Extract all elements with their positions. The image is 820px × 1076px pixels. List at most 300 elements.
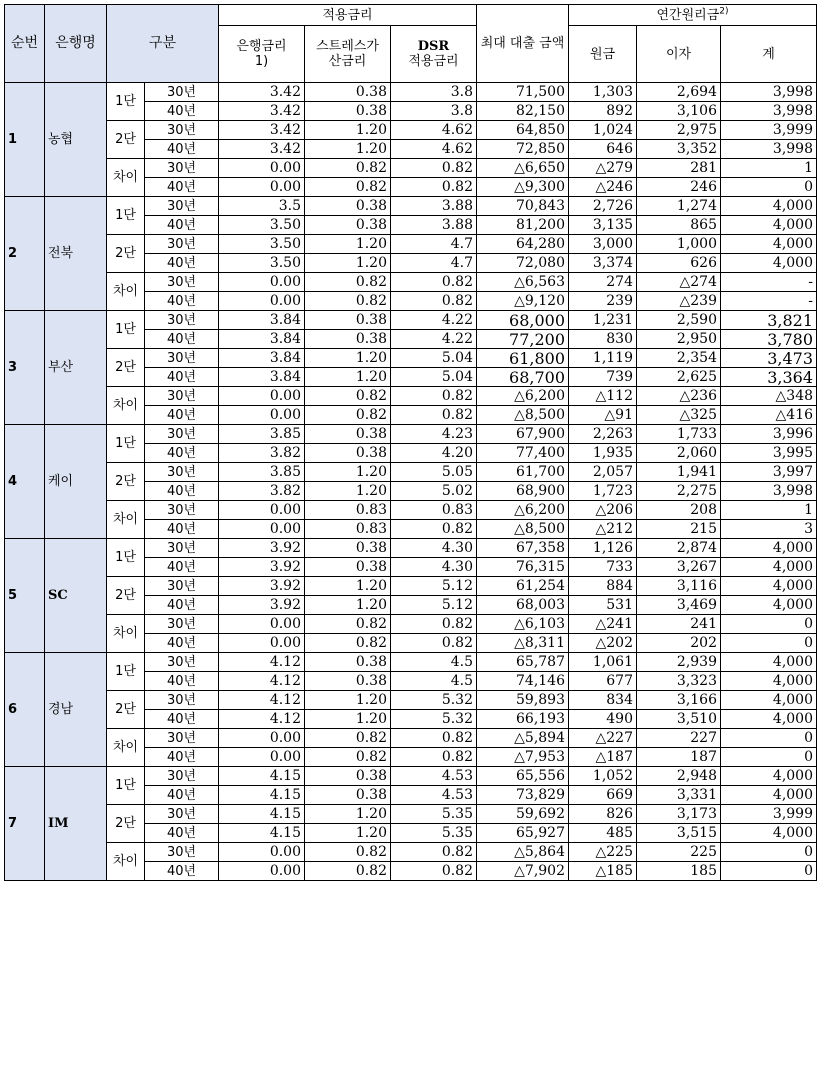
bank-rate-cell: 3.42 — [219, 121, 305, 140]
interest-cell: 2,975 — [637, 121, 721, 140]
term-cell: 40년 — [145, 520, 219, 539]
tier-label: 1단 — [107, 539, 145, 577]
bank-rate-cell: 3.42 — [219, 140, 305, 159]
table-row — [5, 805, 817, 824]
stress-rate-cell: 1.20 — [305, 140, 391, 159]
bank-number: 5 — [5, 539, 45, 653]
term-cell: 30년 — [145, 805, 219, 824]
term-cell: 30년 — [145, 349, 219, 368]
max-loan-cell: △7,953 — [477, 748, 569, 767]
dsr-rate-cell: 4.5 — [391, 653, 477, 672]
header-max-loan: 최대 대출 금액 — [477, 5, 569, 83]
header-dsr-sub: 적용금리 — [408, 54, 459, 69]
tier-label: 1단 — [107, 83, 145, 121]
principal-cell: 1,119 — [569, 349, 637, 368]
tier-label: 차이 — [107, 273, 145, 311]
stress-rate-cell: 1.20 — [305, 577, 391, 596]
principal-cell: △279 — [569, 159, 637, 178]
max-loan-cell: △8,500 — [477, 520, 569, 539]
table-row — [5, 235, 817, 254]
term-cell: 30년 — [145, 235, 219, 254]
stress-rate-cell: 1.20 — [305, 235, 391, 254]
bank-rate-cell: 4.12 — [219, 691, 305, 710]
interest-cell: 202 — [637, 634, 721, 653]
bank-rate-cell: 0.00 — [219, 178, 305, 197]
bank-rate-cell: 3.42 — [219, 83, 305, 102]
principal-cell: 1,231 — [569, 311, 637, 330]
max-loan-cell: 76,315 — [477, 558, 569, 577]
principal-cell: △112 — [569, 387, 637, 406]
bank-name: 전북 — [45, 197, 107, 311]
stress-rate-cell: 0.38 — [305, 216, 391, 235]
bank-number: 1 — [5, 83, 45, 197]
dsr-rate-cell: 0.83 — [391, 501, 477, 520]
interest-cell: △236 — [637, 387, 721, 406]
dsr-rate-cell: 0.82 — [391, 387, 477, 406]
max-loan-cell: 81,200 — [477, 216, 569, 235]
tier-label: 차이 — [107, 615, 145, 653]
bank-rate-cell: 0.00 — [219, 862, 305, 881]
principal-cell: 646 — [569, 140, 637, 159]
tier-label: 1단 — [107, 197, 145, 235]
total-cell: 4,000 — [721, 691, 817, 710]
term-cell: 40년 — [145, 710, 219, 729]
bank-name: 농협 — [45, 83, 107, 197]
interest-cell: 2,939 — [637, 653, 721, 672]
principal-cell: 892 — [569, 102, 637, 121]
dsr-rate-cell: 4.62 — [391, 121, 477, 140]
total-cell: 3,821 — [721, 311, 817, 330]
tier-label: 차이 — [107, 387, 145, 425]
tier-label: 1단 — [107, 767, 145, 805]
bank-rate-cell: 3.92 — [219, 558, 305, 577]
term-cell: 40년 — [145, 178, 219, 197]
term-cell: 30년 — [145, 539, 219, 558]
principal-cell: 1,126 — [569, 539, 637, 558]
term-cell: 30년 — [145, 653, 219, 672]
stress-rate-cell: 1.20 — [305, 254, 391, 273]
total-cell: 3,364 — [721, 368, 817, 387]
max-loan-cell: 68,000 — [477, 311, 569, 330]
dsr-rate-cell: 0.82 — [391, 520, 477, 539]
interest-cell: 2,275 — [637, 482, 721, 501]
table-row — [5, 349, 817, 368]
max-loan-cell: 77,200 — [477, 330, 569, 349]
total-cell: 3,995 — [721, 444, 817, 463]
principal-cell: 826 — [569, 805, 637, 824]
bank-rate-cell: 3.84 — [219, 330, 305, 349]
stress-rate-cell: 1.20 — [305, 596, 391, 615]
bank-name: 케이 — [45, 425, 107, 539]
max-loan-cell: △7,902 — [477, 862, 569, 881]
interest-cell: 3,323 — [637, 672, 721, 691]
interest-cell: 1,733 — [637, 425, 721, 444]
header-total: 계 — [721, 26, 817, 83]
total-cell: 4,000 — [721, 254, 817, 273]
interest-cell: 865 — [637, 216, 721, 235]
max-loan-cell: 70,843 — [477, 197, 569, 216]
total-cell: 4,000 — [721, 653, 817, 672]
term-cell: 30년 — [145, 311, 219, 330]
dsr-rate-cell: 5.04 — [391, 368, 477, 387]
tier-label: 차이 — [107, 159, 145, 197]
total-cell: 4,000 — [721, 596, 817, 615]
term-cell: 40년 — [145, 102, 219, 121]
interest-cell: 2,874 — [637, 539, 721, 558]
term-cell: 40년 — [145, 786, 219, 805]
term-cell: 40년 — [145, 444, 219, 463]
bank-rate-cell: 3.84 — [219, 368, 305, 387]
term-cell: 30년 — [145, 501, 219, 520]
bank-rate-cell: 3.5 — [219, 197, 305, 216]
dsr-rate-cell: 4.5 — [391, 672, 477, 691]
max-loan-cell: 59,893 — [477, 691, 569, 710]
stress-rate-cell: 0.83 — [305, 501, 391, 520]
header-annual — [569, 5, 817, 26]
header-bank: 은행명 — [45, 5, 107, 83]
stress-rate-cell: 0.38 — [305, 653, 391, 672]
max-loan-cell: △5,864 — [477, 843, 569, 862]
term-cell: 30년 — [145, 425, 219, 444]
tier-label: 2단 — [107, 349, 145, 387]
bank-rate-cell: 3.92 — [219, 539, 305, 558]
dsr-rate-cell: 0.82 — [391, 292, 477, 311]
bank-rate-cell: 3.85 — [219, 463, 305, 482]
interest-cell: 3,166 — [637, 691, 721, 710]
term-cell: 40년 — [145, 558, 219, 577]
total-cell: 3 — [721, 520, 817, 539]
interest-cell: 208 — [637, 501, 721, 520]
stress-rate-cell: 0.38 — [305, 311, 391, 330]
loan-comparison-table — [4, 4, 817, 881]
total-cell: 3,997 — [721, 463, 817, 482]
dsr-rate-cell: 3.88 — [391, 197, 477, 216]
dsr-rate-cell: 4.7 — [391, 254, 477, 273]
stress-rate-cell: 0.38 — [305, 197, 391, 216]
max-loan-cell: 61,254 — [477, 577, 569, 596]
header-category: 구분 — [107, 5, 219, 83]
term-cell: 40년 — [145, 824, 219, 843]
dsr-rate-cell: 0.82 — [391, 406, 477, 425]
term-cell: 30년 — [145, 159, 219, 178]
total-cell: 3,999 — [721, 121, 817, 140]
table-row — [5, 577, 817, 596]
stress-rate-cell: 1.20 — [305, 805, 391, 824]
total-cell: 4,000 — [721, 672, 817, 691]
dsr-rate-cell: 4.53 — [391, 786, 477, 805]
principal-cell: 669 — [569, 786, 637, 805]
bank-rate-cell: 0.00 — [219, 406, 305, 425]
total-cell: - — [721, 273, 817, 292]
stress-rate-cell: 0.82 — [305, 843, 391, 862]
interest-cell: 1,941 — [637, 463, 721, 482]
tier-label: 1단 — [107, 311, 145, 349]
interest-cell: 2,625 — [637, 368, 721, 387]
stress-rate-cell: 0.82 — [305, 292, 391, 311]
interest-cell: 215 — [637, 520, 721, 539]
principal-cell: 884 — [569, 577, 637, 596]
dsr-rate-cell: 5.12 — [391, 596, 477, 615]
stress-rate-cell: 0.82 — [305, 634, 391, 653]
stress-rate-cell: 0.82 — [305, 273, 391, 292]
total-cell: 0 — [721, 178, 817, 197]
dsr-rate-cell: 5.32 — [391, 691, 477, 710]
interest-cell: 225 — [637, 843, 721, 862]
stress-rate-cell: 0.38 — [305, 444, 391, 463]
interest-cell: 3,331 — [637, 786, 721, 805]
term-cell: 40년 — [145, 140, 219, 159]
principal-cell: 2,057 — [569, 463, 637, 482]
stress-rate-cell: 0.38 — [305, 83, 391, 102]
max-loan-cell: 67,358 — [477, 539, 569, 558]
stress-rate-cell: 0.38 — [305, 672, 391, 691]
stress-rate-cell: 1.20 — [305, 482, 391, 501]
term-cell: 40년 — [145, 216, 219, 235]
interest-cell: 2,950 — [637, 330, 721, 349]
stress-rate-cell: 0.38 — [305, 102, 391, 121]
table-row — [5, 691, 817, 710]
principal-cell: 1,061 — [569, 653, 637, 672]
principal-cell: 3,135 — [569, 216, 637, 235]
term-cell: 40년 — [145, 330, 219, 349]
header-dsr-label: DSR — [417, 39, 450, 54]
bank-rate-cell: 0.00 — [219, 292, 305, 311]
dsr-rate-cell: 4.20 — [391, 444, 477, 463]
tier-label: 2단 — [107, 235, 145, 273]
dsr-rate-cell: 4.22 — [391, 311, 477, 330]
max-loan-cell: 59,692 — [477, 805, 569, 824]
interest-cell: 2,060 — [637, 444, 721, 463]
dsr-rate-cell: 5.02 — [391, 482, 477, 501]
term-cell: 40년 — [145, 406, 219, 425]
max-loan-cell: 72,080 — [477, 254, 569, 273]
bank-name: SC — [45, 539, 107, 653]
table-row — [5, 83, 817, 102]
max-loan-cell: △9,300 — [477, 178, 569, 197]
header-dsr-rate — [391, 26, 477, 83]
principal-cell: △187 — [569, 748, 637, 767]
total-cell: 4,000 — [721, 539, 817, 558]
dsr-rate-cell: 4.53 — [391, 767, 477, 786]
bank-rate-cell: 0.00 — [219, 729, 305, 748]
max-loan-cell: △8,500 — [477, 406, 569, 425]
total-cell: 0 — [721, 843, 817, 862]
total-cell: 0 — [721, 862, 817, 881]
stress-rate-cell: 0.38 — [305, 786, 391, 805]
max-loan-cell: 61,700 — [477, 463, 569, 482]
dsr-rate-cell: 4.30 — [391, 539, 477, 558]
term-cell: 30년 — [145, 387, 219, 406]
term-cell: 30년 — [145, 691, 219, 710]
dsr-rate-cell: 4.23 — [391, 425, 477, 444]
principal-cell: 2,726 — [569, 197, 637, 216]
bank-name: IM — [45, 767, 107, 881]
max-loan-cell: △6,103 — [477, 615, 569, 634]
bank-rate-cell: 0.00 — [219, 159, 305, 178]
table-row — [5, 425, 817, 444]
total-cell: 3,999 — [721, 805, 817, 824]
stress-rate-cell: 1.20 — [305, 121, 391, 140]
principal-cell: 490 — [569, 710, 637, 729]
principal-cell: △185 — [569, 862, 637, 881]
dsr-rate-cell: 0.82 — [391, 862, 477, 881]
max-loan-cell: 67,900 — [477, 425, 569, 444]
max-loan-cell: 74,146 — [477, 672, 569, 691]
term-cell: 40년 — [145, 254, 219, 273]
principal-cell: 239 — [569, 292, 637, 311]
term-cell: 40년 — [145, 862, 219, 881]
dsr-rate-cell: 0.82 — [391, 729, 477, 748]
total-cell: - — [721, 292, 817, 311]
dsr-rate-cell: 3.8 — [391, 102, 477, 121]
interest-cell: 2,948 — [637, 767, 721, 786]
term-cell: 30년 — [145, 83, 219, 102]
max-loan-cell: 72,850 — [477, 140, 569, 159]
bank-rate-cell: 0.00 — [219, 634, 305, 653]
bank-number: 6 — [5, 653, 45, 767]
max-loan-cell: 77,400 — [477, 444, 569, 463]
term-cell: 40년 — [145, 292, 219, 311]
interest-cell: 187 — [637, 748, 721, 767]
interest-cell: 185 — [637, 862, 721, 881]
interest-cell: 2,694 — [637, 83, 721, 102]
max-loan-cell: 68,003 — [477, 596, 569, 615]
interest-cell: 227 — [637, 729, 721, 748]
max-loan-cell: △9,120 — [477, 292, 569, 311]
dsr-rate-cell: 0.82 — [391, 273, 477, 292]
stress-rate-cell: 1.20 — [305, 824, 391, 843]
bank-rate-cell: 4.15 — [219, 767, 305, 786]
term-cell: 40년 — [145, 634, 219, 653]
dsr-rate-cell: 5.12 — [391, 577, 477, 596]
total-cell: 4,000 — [721, 558, 817, 577]
dsr-rate-cell: 3.88 — [391, 216, 477, 235]
interest-cell: 3,515 — [637, 824, 721, 843]
max-loan-cell: 61,800 — [477, 349, 569, 368]
table-row — [5, 273, 817, 292]
header-bank-rate-label: 은행금리 — [236, 39, 287, 54]
table-row — [5, 729, 817, 748]
dsr-rate-cell: 0.82 — [391, 159, 477, 178]
term-cell: 40년 — [145, 596, 219, 615]
bank-name: 부산 — [45, 311, 107, 425]
total-cell: 0 — [721, 729, 817, 748]
total-cell: 0 — [721, 615, 817, 634]
interest-cell: 3,116 — [637, 577, 721, 596]
max-loan-cell: 65,556 — [477, 767, 569, 786]
table-row — [5, 539, 817, 558]
bank-rate-cell: 3.50 — [219, 216, 305, 235]
principal-cell: 531 — [569, 596, 637, 615]
total-cell: 1 — [721, 501, 817, 520]
dsr-rate-cell: 5.35 — [391, 805, 477, 824]
bank-rate-cell: 3.84 — [219, 349, 305, 368]
dsr-rate-cell: 3.8 — [391, 83, 477, 102]
total-cell: 0 — [721, 748, 817, 767]
stress-rate-cell: 0.38 — [305, 539, 391, 558]
stress-rate-cell: 0.82 — [305, 748, 391, 767]
header-stress-rate: 스트레스가 산금리 — [305, 26, 391, 83]
principal-cell: △246 — [569, 178, 637, 197]
stress-rate-cell: 0.83 — [305, 520, 391, 539]
total-cell: 4,000 — [721, 235, 817, 254]
total-cell: 3,780 — [721, 330, 817, 349]
table-row — [5, 197, 817, 216]
header-bank-rate — [219, 26, 305, 83]
tier-label: 2단 — [107, 121, 145, 159]
term-cell: 30년 — [145, 615, 219, 634]
principal-cell: △202 — [569, 634, 637, 653]
table-row — [5, 767, 817, 786]
stress-rate-cell: 0.82 — [305, 862, 391, 881]
stress-rate-cell: 1.20 — [305, 710, 391, 729]
interest-cell: 2,590 — [637, 311, 721, 330]
stress-rate-cell: 1.20 — [305, 368, 391, 387]
term-cell: 30년 — [145, 843, 219, 862]
principal-cell: △206 — [569, 501, 637, 520]
principal-cell: △91 — [569, 406, 637, 425]
bank-rate-cell: 4.12 — [219, 710, 305, 729]
total-cell: 3,998 — [721, 140, 817, 159]
interest-cell: 3,510 — [637, 710, 721, 729]
total-cell: △416 — [721, 406, 817, 425]
tier-label: 2단 — [107, 805, 145, 843]
header-no: 순번 — [5, 5, 45, 83]
bank-number: 7 — [5, 767, 45, 881]
tier-label: 차이 — [107, 501, 145, 539]
interest-cell: 3,267 — [637, 558, 721, 577]
interest-cell: △274 — [637, 273, 721, 292]
interest-cell: 626 — [637, 254, 721, 273]
stress-rate-cell: 0.82 — [305, 615, 391, 634]
total-cell: 3,473 — [721, 349, 817, 368]
bank-rate-cell: 0.00 — [219, 615, 305, 634]
principal-cell: 1,052 — [569, 767, 637, 786]
bank-rate-cell: 3.50 — [219, 235, 305, 254]
max-loan-cell: 68,900 — [477, 482, 569, 501]
interest-cell: 2,354 — [637, 349, 721, 368]
total-cell: 3,998 — [721, 83, 817, 102]
bank-rate-cell: 4.12 — [219, 653, 305, 672]
principal-cell: 830 — [569, 330, 637, 349]
dsr-rate-cell: 4.22 — [391, 330, 477, 349]
stress-rate-cell: 1.20 — [305, 349, 391, 368]
bank-number: 3 — [5, 311, 45, 425]
total-cell: 1 — [721, 159, 817, 178]
total-cell: 3,998 — [721, 102, 817, 121]
dsr-rate-cell: 5.35 — [391, 824, 477, 843]
stress-rate-cell: 0.82 — [305, 387, 391, 406]
max-loan-cell: 64,850 — [477, 121, 569, 140]
interest-cell: 241 — [637, 615, 721, 634]
table-row — [5, 615, 817, 634]
total-cell: 3,998 — [721, 482, 817, 501]
table-row — [5, 653, 817, 672]
term-cell: 40년 — [145, 368, 219, 387]
stress-rate-cell: 1.20 — [305, 691, 391, 710]
tier-label: 차이 — [107, 843, 145, 881]
total-cell: 4,000 — [721, 710, 817, 729]
header-bank-rate-note: 1) — [254, 54, 269, 69]
max-loan-cell: 68,700 — [477, 368, 569, 387]
max-loan-cell: △6,650 — [477, 159, 569, 178]
term-cell: 30년 — [145, 121, 219, 140]
bank-name: 경남 — [45, 653, 107, 767]
dsr-rate-cell: 0.82 — [391, 615, 477, 634]
principal-cell: 2,263 — [569, 425, 637, 444]
tier-label: 1단 — [107, 653, 145, 691]
total-cell: 4,000 — [721, 216, 817, 235]
